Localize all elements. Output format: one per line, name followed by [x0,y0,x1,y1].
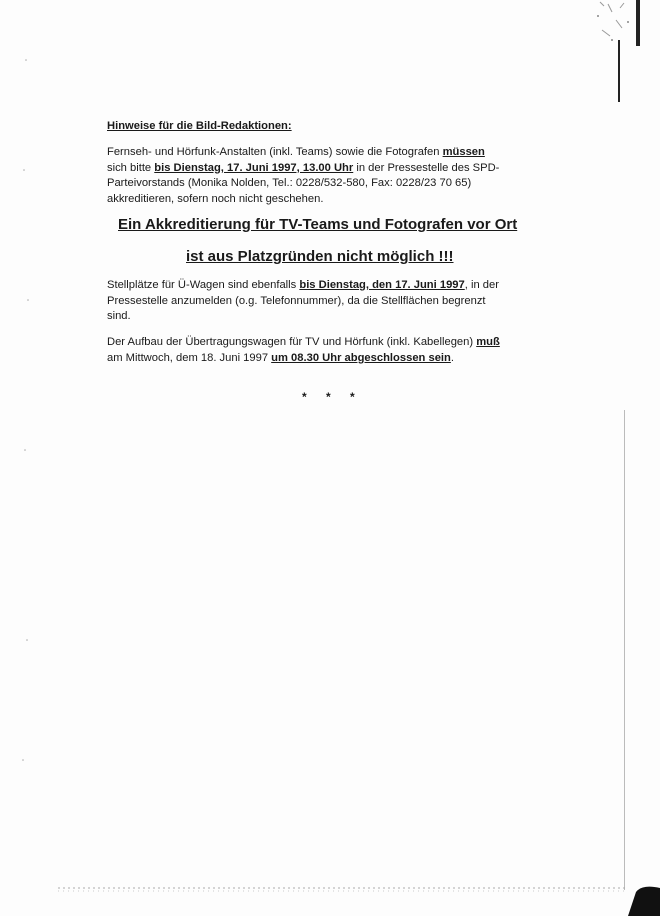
notice-line-2: ist aus Platzgründen nicht möglich !!! [186,248,454,265]
paragraph-setup [107,335,547,366]
separator-stars: * * * [302,390,363,404]
p1-emph-must: müssen [442,146,485,158]
p2-text: Pressestelle anzumelden (o.g. Telefonnummer), da die Stellflächen begrenzt [107,294,486,307]
notice-line-1: Ein Akkreditierung für TV-Teams und Fotografen vor Ort [118,216,518,233]
p1-text: akkreditieren, sofern noch nicht geschehen. [107,192,324,205]
p1-emph-deadline: bis Dienstag, 17. Juni 1997, 13.00 Uhr [154,161,354,174]
p1-text: sich bitte [107,161,155,174]
p2-text: sind. [107,310,131,323]
p1-text: Parteivorstands (Monika Nolden, Tel.: 0228/532-580, Fax: 0228/23 70 65) [107,177,472,190]
scan-edge-right [618,40,620,102]
p1-text: in der Pressestelle des SPD- [353,161,500,174]
p2-text: , in der [464,279,499,291]
scan-noise-left [20,40,34,880]
paragraph-parking [107,278,547,325]
p3-text: . [450,351,454,364]
p1-text: Fernseh- und Hörfunk-Anstalten (inkl. Teams) sowie die Fotografen [107,146,443,158]
p3-emph-time: um 08.30 Uhr abgeschlossen sein [271,351,451,364]
scan-edge-right-faint [624,410,625,890]
section-heading: Hinweise für die Bild-Redaktionen: [107,120,292,132]
p3-emph-must: muß [476,336,500,348]
p2-text: Stellplätze für Ü-Wagen sind ebenfalls [107,279,300,291]
paragraph-accreditation [107,145,547,207]
scan-artifact-bottom [58,882,660,916]
p2-emph-deadline: bis Dienstag, den 17. Juni 1997 [299,279,465,291]
scan-artifact-top [590,0,650,46]
p3-text: am Mittwoch, dem 18. Juni 1997 [107,351,272,364]
p3-text: Der Aufbau der Übertragungswagen für TV und Hörfunk (inkl. Kabellegen) [107,336,477,348]
